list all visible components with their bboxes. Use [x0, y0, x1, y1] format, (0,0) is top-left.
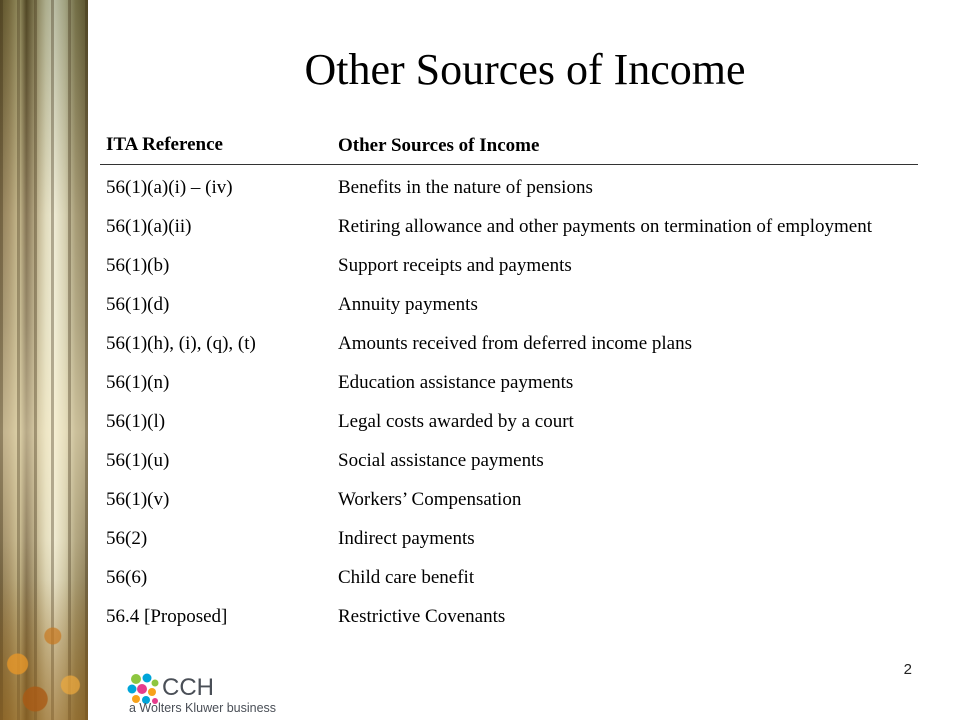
table-row: [100, 596, 918, 635]
table-row: [100, 362, 918, 401]
row-source: Retiring allowance and other payments on termination of employment: [338, 216, 872, 237]
row-ref: 56(1)(l): [106, 411, 166, 432]
table-row: [100, 440, 918, 479]
slide-title: Other Sources of Income: [304, 45, 746, 94]
header-other-sources: Other Sources of Income: [338, 134, 540, 156]
table-row: [100, 165, 918, 206]
row-source: Education assistance payments: [338, 372, 574, 393]
row-ref: 56(1)(u): [106, 450, 170, 471]
row-ref: 56(1)(d): [106, 294, 170, 315]
table-row: [100, 323, 918, 362]
row-ref: 56.4 [Proposed]: [106, 606, 228, 627]
cch-logo: [126, 670, 326, 716]
table-row: [100, 284, 918, 323]
row-source: Workers’ Compensation: [338, 489, 522, 510]
row-ref: 56(1)(h), (i), (q), (t): [106, 333, 256, 354]
row-ref: 56(1)(b): [106, 255, 170, 276]
row-source: Support receipts and payments: [338, 255, 572, 276]
row-ref: 56(1)(a)(ii): [106, 216, 192, 237]
logo-name: CCH: [162, 674, 214, 701]
table-row: [100, 479, 918, 518]
page-number: 2: [903, 661, 912, 678]
row-source: Restrictive Covenants: [338, 606, 506, 627]
row-ref: 56(1)(a)(i) – (iv): [106, 177, 233, 198]
logo-tagline: a Wolters Kluwer business: [129, 701, 277, 715]
row-source: Annuity payments: [338, 294, 478, 315]
table-row: [100, 401, 918, 440]
table-row: [100, 245, 918, 284]
row-ref: 56(1)(v): [106, 489, 170, 510]
row-source: Amounts received from deferred income plans: [338, 333, 693, 354]
forest-photo-strip: [0, 0, 88, 720]
row-source: Social assistance payments: [338, 450, 544, 471]
table-header-row: [100, 126, 918, 165]
table-row: [100, 518, 918, 557]
header-ita-reference: ITA Reference: [106, 134, 223, 155]
income-sources-table: [100, 126, 918, 635]
row-source: Indirect payments: [338, 528, 475, 549]
row-ref: 56(1)(n): [106, 372, 170, 393]
row-ref: 56(6): [106, 567, 148, 588]
table-row: [100, 557, 918, 596]
row-source: Benefits in the nature of pensions: [338, 177, 593, 198]
row-ref: 56(2): [106, 528, 148, 549]
row-source: Child care benefit: [338, 567, 475, 588]
row-source: Legal costs awarded by a court: [338, 411, 574, 432]
table-row: [100, 206, 918, 245]
